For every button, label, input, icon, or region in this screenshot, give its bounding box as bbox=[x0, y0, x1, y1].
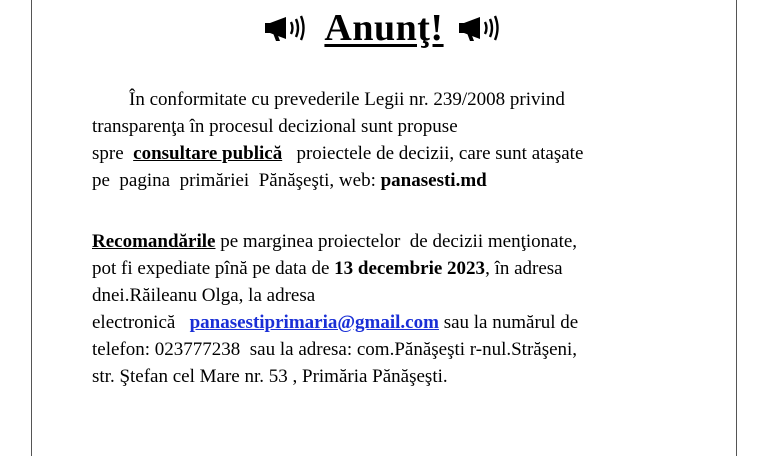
text-fragment: spre bbox=[92, 143, 134, 164]
megaphone-icon bbox=[264, 10, 310, 46]
text-fragment: pe marginea proiectelor de decizii menţionate, bbox=[215, 231, 578, 252]
text-fragment: pe pagina primăriei Pănăşeşti, web: bbox=[92, 170, 381, 191]
recommendations-heading: Recomandările bbox=[92, 231, 216, 252]
email-link[interactable]: panasestiprimaria@gmail.com bbox=[189, 312, 439, 333]
recommendations-paragraph bbox=[92, 228, 578, 390]
text-line bbox=[92, 309, 578, 336]
text-fragment: electronică bbox=[92, 312, 190, 333]
text-fragment: sau la numărul de bbox=[438, 312, 579, 333]
text-line bbox=[92, 255, 578, 282]
text-line: telefon: 023777238 sau la adresa: com.Pănăşeşti r-nul.Străşeni, bbox=[92, 339, 578, 360]
text-line: str. Ştefan cel Mare nr. 53 , Primăria Pănăşeşti. bbox=[92, 366, 448, 387]
page-border-right bbox=[736, 0, 737, 456]
text-line bbox=[92, 228, 578, 255]
website-link[interactable]: panasesti.md bbox=[380, 170, 487, 191]
deadline-date: 13 decembrie 2023 bbox=[334, 258, 486, 279]
text-line bbox=[92, 140, 583, 167]
page-border-left bbox=[31, 0, 32, 456]
page-title: Anunţ! bbox=[324, 7, 444, 49]
text-line bbox=[92, 167, 583, 194]
text-fragment: pot fi expediate pînă pe data de bbox=[92, 258, 335, 279]
text-fragment: proiectele de decizii, care sunt ataşate bbox=[282, 143, 584, 164]
text-line: dnei.Răileanu Olga, la adresa bbox=[92, 285, 316, 306]
consultation-emphasis: consultare publică bbox=[133, 143, 283, 164]
announcement-paragraph bbox=[92, 86, 583, 194]
megaphone-icon bbox=[458, 10, 504, 46]
header bbox=[0, 6, 768, 50]
text-line: În conformitate cu prevederile Legii nr. 239/2008 privind bbox=[129, 89, 565, 110]
text-fragment: , în adresa bbox=[485, 258, 563, 279]
text-line: transparenţa în procesul decizional sunt propuse bbox=[92, 116, 458, 137]
